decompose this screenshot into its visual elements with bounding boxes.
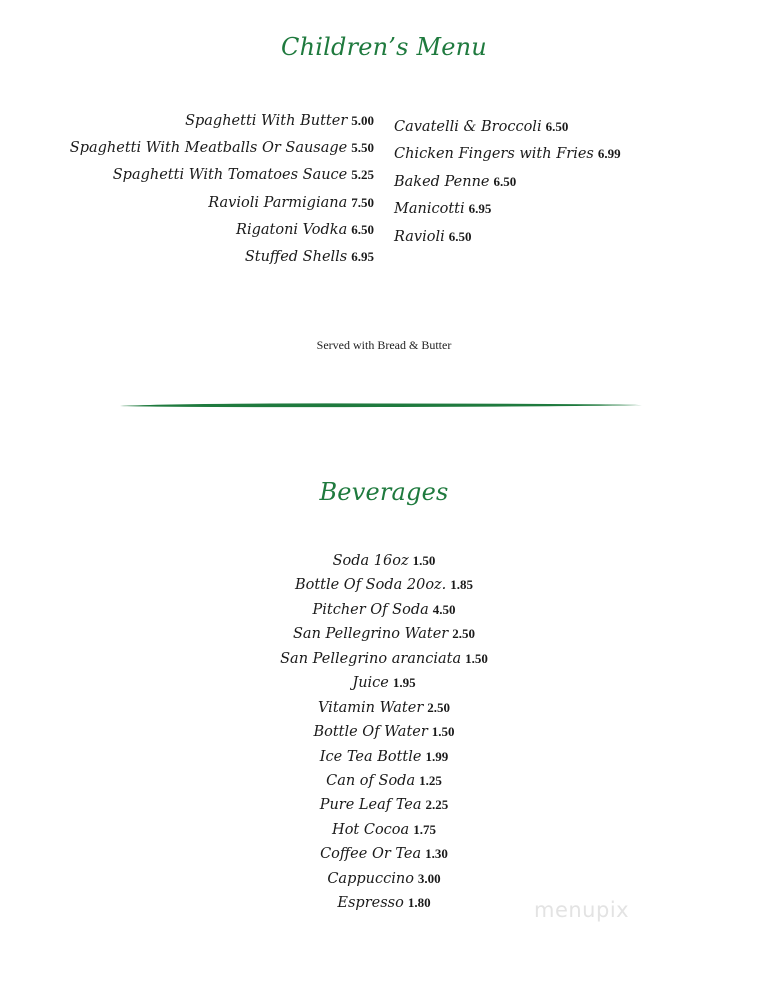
item-price: 2.50 <box>427 699 451 715</box>
menu-item <box>70 244 374 271</box>
item-name: Hot Cocoa <box>332 821 410 838</box>
item-price: 6.99 <box>597 146 621 162</box>
item-name: Ice Tea Bottle <box>319 748 422 765</box>
item-price: 6.95 <box>351 248 374 264</box>
item-name: Spaghetti With Tomatoes Sauce <box>112 167 348 184</box>
item-price: 4.50 <box>432 601 456 617</box>
beverage-item <box>0 818 768 842</box>
item-price: 1.50 <box>431 724 455 740</box>
item-name: Ravioli <box>394 228 445 245</box>
item-name: Bottle Of Water <box>313 724 428 741</box>
item-price: 6.95 <box>468 201 492 217</box>
beverage-item <box>0 842 768 866</box>
item-name: Spaghetti With Butter <box>185 113 348 129</box>
item-price: 6.50 <box>493 173 517 189</box>
beverage-item <box>0 745 768 769</box>
beverages-list <box>0 549 768 916</box>
beverage-item <box>0 769 768 793</box>
item-name: Cappuccino <box>327 870 414 887</box>
beverage-item <box>0 696 768 720</box>
item-name: Baked Penne <box>394 173 490 190</box>
item-price: 5.25 <box>351 167 374 183</box>
item-price: 1.30 <box>425 846 448 862</box>
item-name: Soda 16oz <box>332 553 409 569</box>
menu-item <box>394 141 621 168</box>
beverage-item <box>0 793 768 817</box>
item-price: 6.50 <box>545 119 569 134</box>
item-name: Stuffed Shells <box>244 248 348 265</box>
item-name: Cavatelli & Broccoli <box>394 119 542 135</box>
beverage-item <box>0 720 768 744</box>
childrens-menu-title: Children’s Menu <box>281 33 487 61</box>
children-right-column <box>394 114 621 251</box>
beverages-title: Beverages <box>319 478 449 506</box>
item-name: San Pellegrino aranciata <box>280 650 462 667</box>
beverage-item <box>0 549 768 573</box>
item-name: Spaghetti With Meatballs Or Sausage <box>69 140 348 157</box>
children-left-column <box>70 108 374 271</box>
menupix-watermark: menupix <box>534 898 630 922</box>
item-price: 7.50 <box>351 194 374 210</box>
item-price: 1.95 <box>392 675 416 691</box>
item-name: Espresso <box>337 895 404 912</box>
menu-item <box>70 135 374 162</box>
item-name: Can of Soda <box>326 772 416 789</box>
item-name: Chicken Fingers with Fries <box>394 146 594 163</box>
item-price: 2.25 <box>425 797 449 813</box>
item-price: 1.25 <box>419 772 442 788</box>
item-price: 2.50 <box>452 626 475 642</box>
item-name: Pitcher Of Soda <box>312 601 429 618</box>
item-price: 6.50 <box>351 221 374 237</box>
item-price: 3.00 <box>417 870 441 886</box>
item-name: Manicotti <box>394 201 465 218</box>
item-price: 1.80 <box>407 895 431 911</box>
item-name: Vitamin Water <box>317 699 424 716</box>
item-name: Coffee Or Tea <box>320 846 422 863</box>
item-name: Ravioli Parmigiana <box>208 194 348 211</box>
item-price: 6.50 <box>448 228 472 244</box>
menu-item <box>70 217 374 244</box>
item-price: 1.99 <box>425 748 449 764</box>
item-name: San Pellegrino Water <box>293 626 449 643</box>
menu-item <box>70 108 374 135</box>
item-name: Bottle Of Soda 20oz. <box>294 577 447 594</box>
menu-item <box>394 114 621 141</box>
item-price: 5.50 <box>351 140 374 156</box>
menu-item <box>70 190 374 217</box>
beverage-item <box>0 622 768 646</box>
beverage-item <box>0 671 768 695</box>
beverage-item <box>0 891 768 915</box>
beverage-item <box>0 598 768 622</box>
item-price: 1.75 <box>413 821 436 837</box>
beverage-item <box>0 573 768 597</box>
item-price: 1.85 <box>450 577 474 593</box>
menu-item <box>70 162 374 189</box>
item-price: 5.00 <box>351 113 374 128</box>
item-name: Rigatoni Vodka <box>236 221 348 238</box>
item-price: 1.50 <box>465 650 488 666</box>
item-name: Juice <box>352 675 389 692</box>
beverage-item <box>0 647 768 671</box>
menu-item <box>394 169 621 196</box>
menu-item <box>394 196 621 223</box>
section-divider <box>120 399 642 411</box>
beverage-item <box>0 867 768 891</box>
item-name: Pure Leaf Tea <box>319 797 422 814</box>
served-with-note: Served with Bread & Butter <box>316 338 452 352</box>
menu-item <box>394 224 621 251</box>
item-price: 1.50 <box>412 553 436 568</box>
